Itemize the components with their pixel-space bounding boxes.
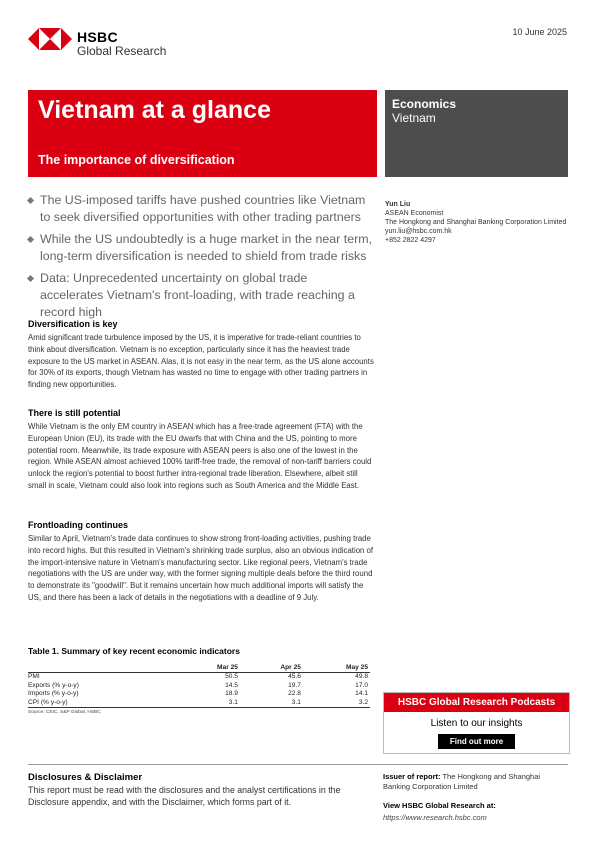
section-heading: There is still potential: [28, 408, 121, 418]
view-research-label: View HSBC Global Research at:: [383, 801, 496, 810]
table-title: Table 1. Summary of key recent economic indicators: [28, 646, 240, 656]
category-label: Economics: [392, 97, 457, 111]
find-out-more-button[interactable]: Find out more: [438, 734, 515, 749]
issuer-label: Issuer of report:: [383, 772, 441, 781]
footer-divider: [28, 764, 568, 765]
author-block: [385, 200, 575, 245]
issuer-value: The Hongkong and Shanghai Banking Corporation Limited: [383, 772, 541, 791]
table-row: Exports (% y-o-y) 14.5 19.7 17.0: [28, 681, 368, 689]
table-source: Source: CEIC, S&P Global, HSBC: [28, 710, 101, 715]
issuer-block: [383, 772, 568, 791]
author-org: The Hongkong and Shanghai Banking Corporation Limited: [385, 219, 567, 226]
hsbc-logo: [28, 28, 188, 58]
section-text: While Vietnam is the only EM country in ASEAN which has a free-trade agreement (FTA) with the European Union (EU), its trade with the EU dwarfs that with China and the US, pointing to more potential room. Meanwhile, its trade exposure with ASEAN peers is also one of the lowest in the region. While ASEAN almost achieved 100% tariff-free trade, the removal of non-tariff barriers could unlock the region's potential to boost further intra-regional trade liberation. Elsewhere, albeit still small in scale, Vietnam could also look into regions such as South America and the Middle East.: [28, 422, 372, 490]
disclosure-text: This report must be read with the disclosures and the analyst certifications in the Disclosure appendix, and with the Disclaimer, which forms part of it.: [28, 785, 341, 807]
section-heading: Frontloading continues: [28, 520, 128, 530]
podcast-promo: [383, 692, 570, 754]
research-url-link[interactable]: https://www.research.hsbc.com: [383, 813, 487, 822]
report-date: 10 June 2025: [512, 27, 567, 37]
author-name: Yun Liu: [385, 201, 411, 208]
author-role: ASEAN Economist: [385, 210, 444, 217]
key-point: While the US undoubtedly is a huge market in the near term, long-term diversification is needed to shield from trade risks: [28, 231, 373, 265]
diamond-bullet-icon: [27, 275, 34, 282]
diamond-bullet-icon: [27, 236, 34, 243]
category-panel: [385, 90, 568, 177]
disclosure-block: [28, 772, 378, 808]
page-subtitle: The importance of diversification: [38, 153, 235, 167]
table-row: Imports (% y-o-y) 18.9 22.8 14.1: [28, 690, 368, 697]
key-point: The US-imposed tariffs have pushed countries like Vietnam to seek diversified opportunities with other trading partners: [28, 192, 373, 226]
hsbc-hexagon-icon: [28, 28, 72, 50]
page-title: Vietnam at a glance: [38, 96, 271, 124]
author-email[interactable]: yun.liu@hsbc.com.hk: [385, 228, 452, 235]
section-heading: Diversification is key: [28, 319, 118, 329]
section-frontloading: [28, 520, 374, 604]
podcast-heading: HSBC Global Research Podcasts: [384, 693, 569, 712]
country-label: Vietnam: [392, 111, 436, 125]
indicators-table-block: [28, 646, 374, 715]
table-row: CPI (% y-o-y) 3.1 3.1 3.2: [28, 698, 368, 706]
section-diversification: [28, 319, 374, 391]
brand-subtitle: Global Research: [77, 44, 167, 58]
indicators-table: [28, 664, 370, 708]
table-row: PMI 50.5 45.6 49.8: [28, 673, 368, 680]
author-phone: +852 2822 4297: [385, 237, 436, 244]
section-text: Amid significant trade turbulence imposed by the US, it is imperative for trade-reliant countries to think about diversification. Vietnam is no exception, particularly since it has the heaviest trade exposure to the US market in ASEAN. Alas, it is not easy in the near term, as the US alone accounts for 30% of its exports, though Vietnam has wasted no time to engage with other trading partners in finding new opportunities.: [28, 333, 374, 390]
podcast-text: Listen to our insights: [430, 718, 523, 729]
diamond-bullet-icon: [27, 197, 34, 204]
table-header-row: Mar 25 Apr 25 May 25: [28, 664, 370, 673]
section-text: Similar to April, Vietnam's trade data continues to show strong front-loading activities, pushing trade into record highs. But this resulted in Vietnam's shrinking trade surplus, also an obvious indication of the import-intensive nature in Vietnam's manufacturing sector. Like regional peers, Vietnam's trade negotiations with the US are under way, with the former signing multiple deals before the third round to demonstrate its "goodwill". But it remains uncertain how much additional imports will satisfy the US, and there has been a lack of details in the negotiations with a deadline of 9 July.: [28, 534, 374, 602]
section-potential: [28, 408, 374, 492]
brand-name: HSBC: [77, 29, 118, 45]
key-point: Data: Unprecedented uncertainty on global trade accelerates Vietnam's front-loading, with trade reaching a record high: [28, 270, 373, 321]
disclosure-heading: Disclosures & Disclaimer: [28, 772, 143, 783]
title-banner: [28, 90, 377, 177]
key-points: [28, 192, 373, 326]
